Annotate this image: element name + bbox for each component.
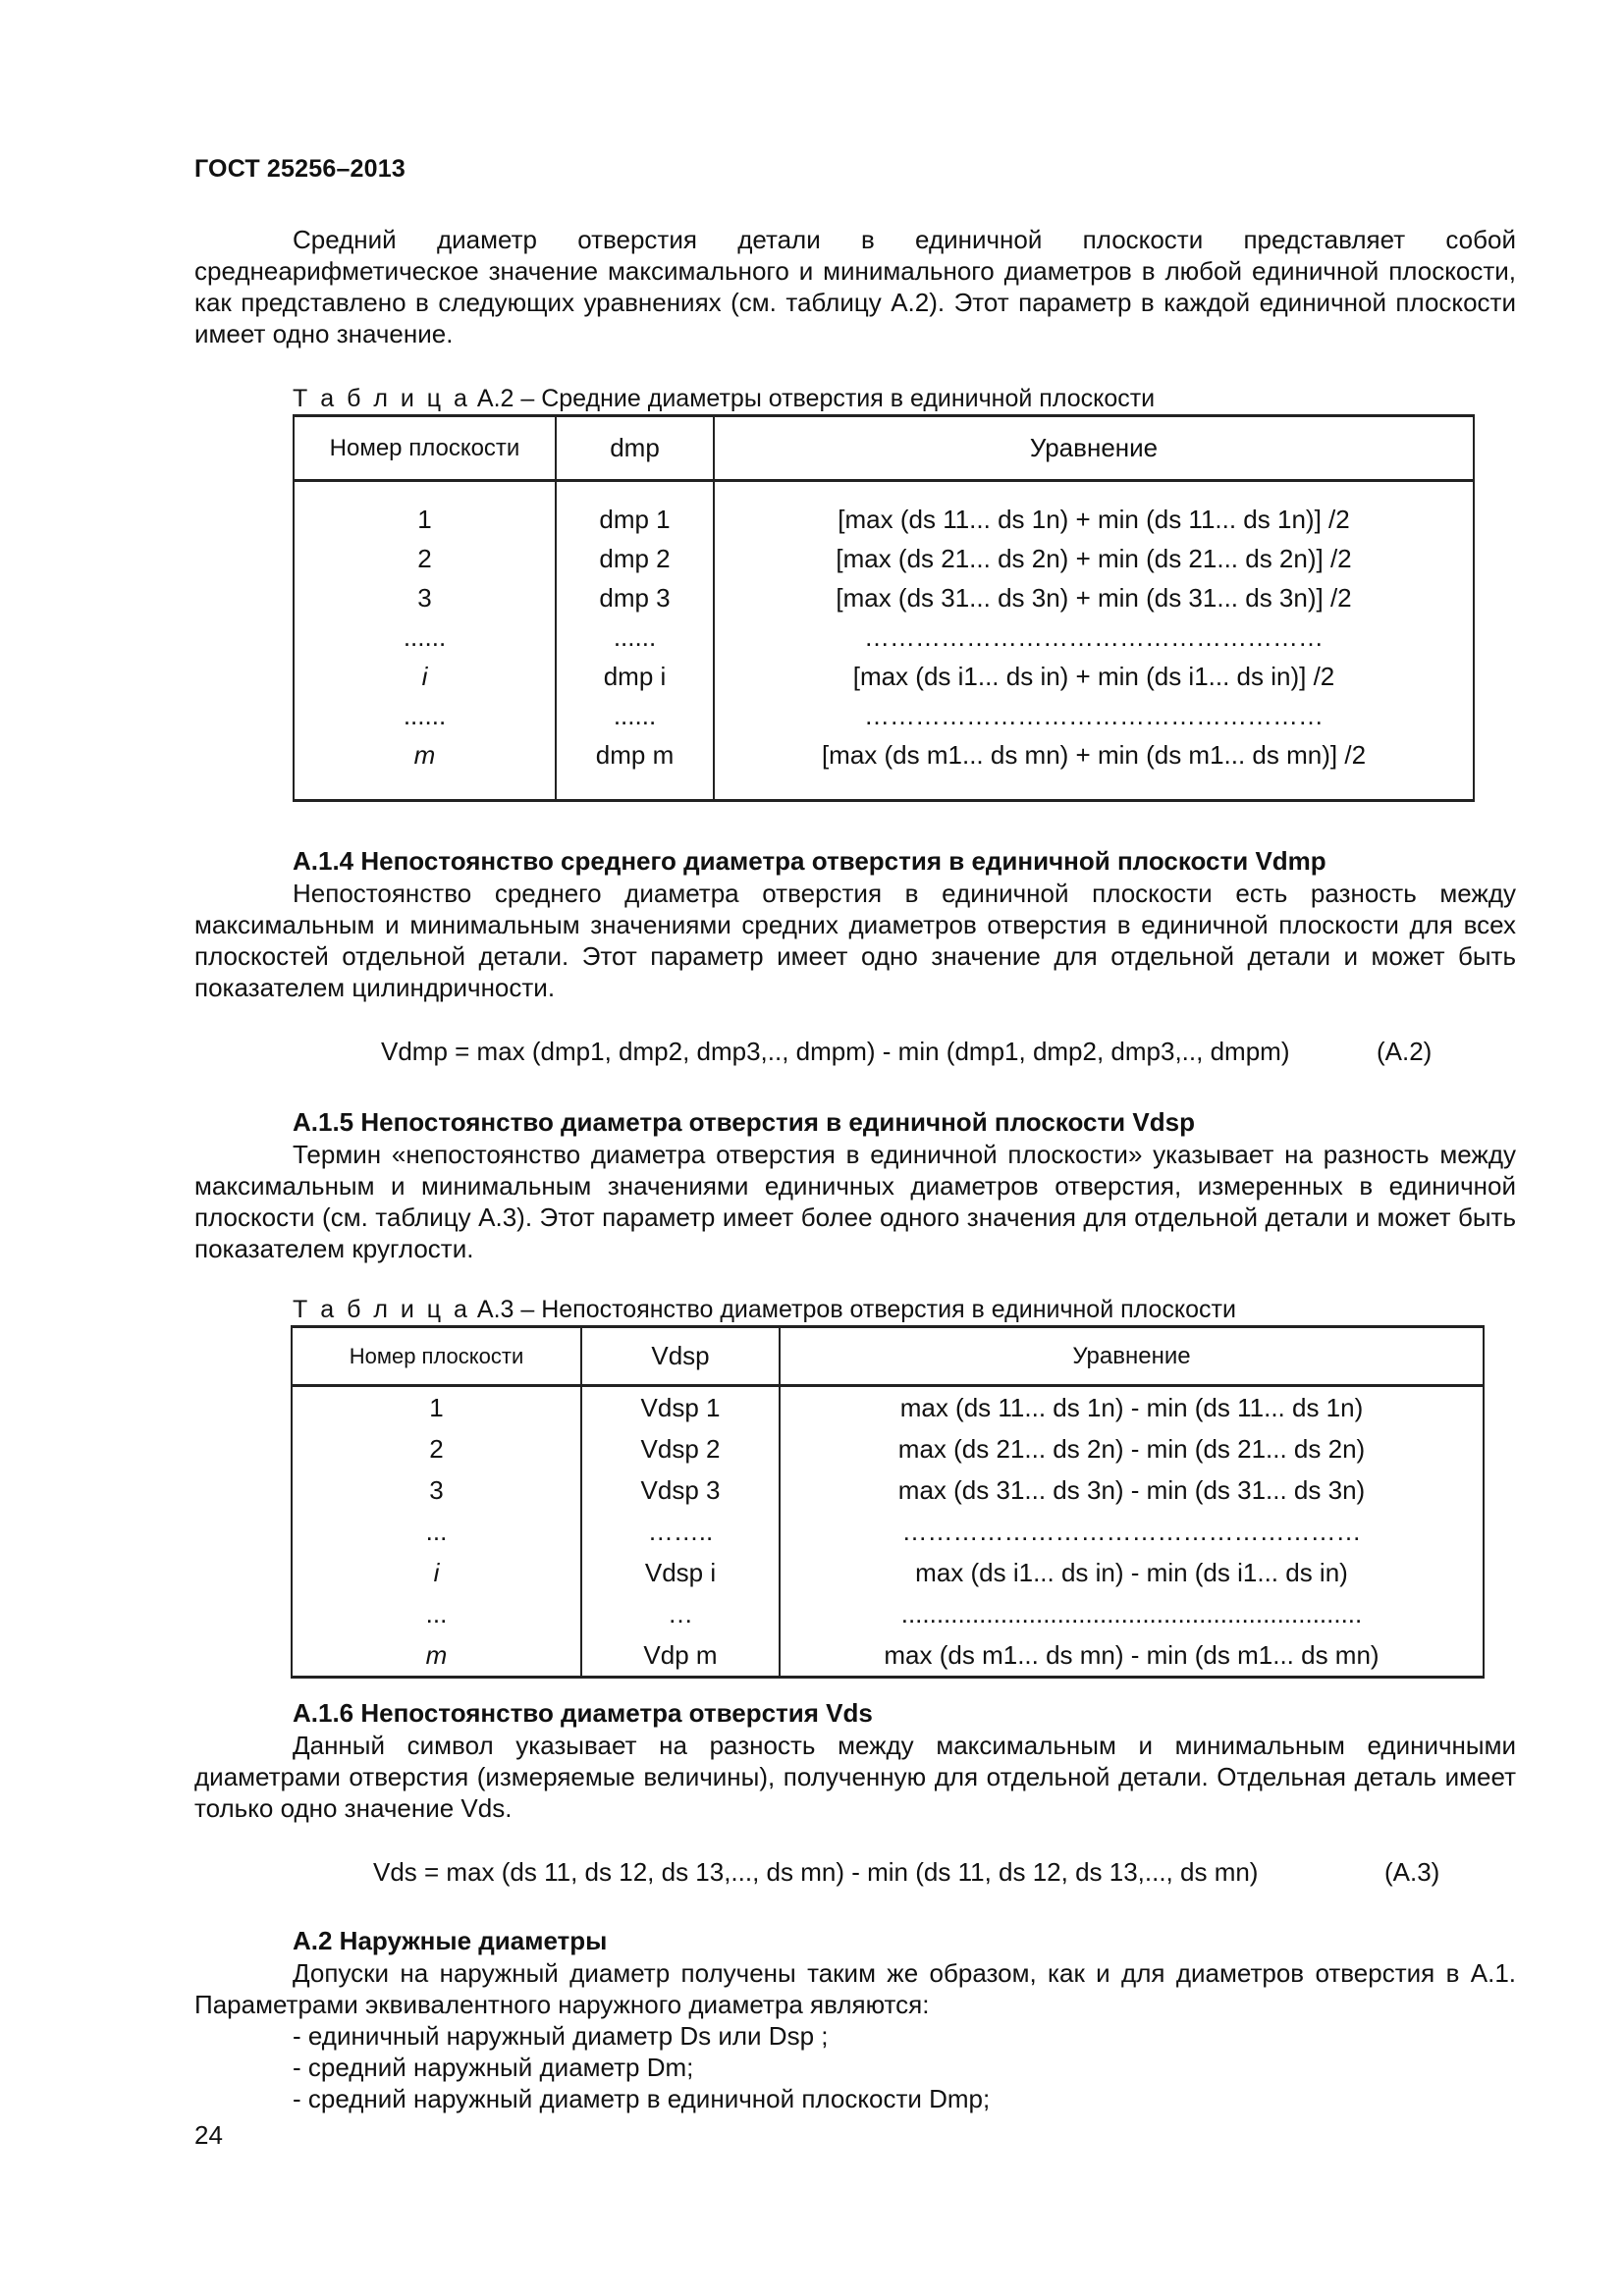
paragraph-mean-diameter xyxy=(194,224,1516,349)
table-row xyxy=(294,697,1474,736)
section-a2-text xyxy=(194,1957,1516,2114)
caption-prefix: Т а б л и ц а xyxy=(293,1296,470,1323)
table-a3 xyxy=(291,1325,1485,1679)
vdsp-value: Vdsp 3 xyxy=(581,1469,780,1511)
equation: max (ds 31... ds 3n) - min (ds 31... ds 3n) xyxy=(780,1469,1484,1511)
dmp-value: dmp m xyxy=(556,736,714,775)
table-a3-head-vdsp: Vdsp xyxy=(581,1327,780,1386)
equation: [max (ds m1... ds mn) + min (ds m1... ds mn)] /2 xyxy=(714,736,1474,775)
plane-number: 1 xyxy=(294,501,556,540)
caption-prefix: Т а б л и ц а xyxy=(293,385,470,412)
dmp-value: ...... xyxy=(556,618,714,658)
table-row xyxy=(292,1469,1484,1511)
plane-number: i xyxy=(294,658,556,697)
list-item: - средний наружный диаметр в единичной плоскости Dmp; xyxy=(293,2084,991,2113)
equation: max (ds 21... ds 2n) - min (ds 21... ds 2n) xyxy=(780,1428,1484,1469)
table-a2-head-equation: Уравнение xyxy=(714,416,1474,481)
plane-number: 3 xyxy=(294,579,556,618)
page-number: 24 xyxy=(194,2120,223,2150)
table-row xyxy=(292,1593,1484,1634)
plane-number: ... xyxy=(292,1593,581,1634)
vdsp-value: Vdsp 2 xyxy=(581,1428,780,1469)
plane-number: 2 xyxy=(292,1428,581,1469)
section-a15-heading: А.1.5 Непостоянство диаметра отверстия в единичной плоскости Vdsp xyxy=(293,1107,1195,1137)
equation: [max (ds 11... ds 1n) + min (ds 11... ds 1n)] /2 xyxy=(714,501,1474,540)
dmp-value: ...... xyxy=(556,697,714,736)
equation: [max (ds 21... ds 2n) + min (ds 21... ds 2n)] /2 xyxy=(714,540,1474,579)
dmp-value: dmp i xyxy=(556,658,714,697)
equation: [max (ds i1... ds in) + min (ds i1... ds in)] /2 xyxy=(714,658,1474,697)
formula-a3: Vds = max (ds 11, ds 12, ds 13,..., ds mn) - min (ds 11, ds 12, ds 13,..., ds mn) xyxy=(373,1857,1259,1887)
table-row xyxy=(294,540,1474,579)
vdsp-value: … xyxy=(581,1593,780,1634)
formula-a2: Vdmp = max (dmp1, dmp2, dmp3,.., dmpm) - min (dmp1, dmp2, dmp3,.., dmpm) xyxy=(381,1037,1290,1066)
dmp-value: dmp 1 xyxy=(556,501,714,540)
equation: max (ds i1... ds in) - min (ds i1... ds in) xyxy=(780,1552,1484,1593)
table-row xyxy=(294,736,1474,775)
vdsp-value: Vdsp 1 xyxy=(581,1386,780,1429)
plane-number: m xyxy=(294,736,556,775)
equation: ……………………………………………… xyxy=(780,1511,1484,1552)
plane-number: ...... xyxy=(294,618,556,658)
table-a2-head-plane: Номер плоскости xyxy=(294,416,556,481)
table-row xyxy=(294,618,1474,658)
caption-text: А.3 – Непостоянство диаметров отверстия в единичной плоскости xyxy=(476,1296,1236,1323)
table-row xyxy=(294,501,1474,540)
table-row xyxy=(292,1552,1484,1593)
table-row xyxy=(292,1634,1484,1678)
equation: max (ds 11... ds 1n) - min (ds 11... ds 1n) xyxy=(780,1386,1484,1429)
document-header: ГОСТ 25256–2013 xyxy=(194,155,406,183)
paragraph-text: Данный символ указывает на разность между максимальным и минимальным единичными диаметрами отверстия (измеряемые величины), полученную для отдельной детали. Отдельная деталь имеет только одно значение Vds. xyxy=(194,1731,1516,1823)
plane-number: 1 xyxy=(292,1386,581,1429)
section-a14-heading: А.1.4 Непостоянство среднего диаметра отверстия в единичной плоскости Vdmp xyxy=(293,846,1326,876)
table-a2-head-dmp: dmp xyxy=(556,416,714,481)
table-a3-caption xyxy=(293,1296,1236,1324)
equation: max (ds m1... ds mn) - min (ds m1... ds mn) xyxy=(780,1634,1484,1678)
table-row xyxy=(292,1386,1484,1429)
paragraph-text: Средний диаметр отверстия детали в единичной плоскости представляет собой среднеарифметическое значение максимального и минимального диаметров в любой единичной плоскости, как представлено в следующих уравнениях (см. таблицу А.2). Этот параметр в каждой единичной плоскости имеет одно значение. xyxy=(194,225,1516,348)
paragraph-text: Непостоянство среднего диаметра отверстия в единичной плоскости есть разность между максимальным и минимальным значениями средних диаметров отверстия в единичной плоскости для всех плоскостей отдельной детали. Этот параметр имеет одно значение для отдельной детали и может быть показателем цилиндричности. xyxy=(194,879,1516,1002)
section-a15-text xyxy=(194,1139,1516,1264)
plane-number: 2 xyxy=(294,540,556,579)
equation: ................................................................. xyxy=(780,1593,1484,1634)
plane-number: m xyxy=(292,1634,581,1678)
table-a2-caption xyxy=(293,385,1155,413)
section-a16-text xyxy=(194,1730,1516,1824)
paragraph-text: Термин «непостоянство диаметра отверстия в единичной плоскости» указывает на разность между максимальным и минимальным значениями единичных диаметров отверстия, измеренных в единичной плоскости (см. таблицу А.3). Этот параметр имеет более одного значения для отдельной детали и может быть показателем круглости. xyxy=(194,1140,1516,1263)
equation: [max (ds 31... ds 3n) + min (ds 31... ds 3n)] /2 xyxy=(714,579,1474,618)
section-a16-heading: А.1.6 Непостоянство диаметра отверстия Vds xyxy=(293,1698,873,1728)
caption-text: А.2 – Средние диаметры отверстия в единичной плоскости xyxy=(476,385,1156,412)
vdsp-value: Vdsp i xyxy=(581,1552,780,1593)
table-a3-head-equation: Уравнение xyxy=(780,1327,1484,1386)
formula-a2-number: (A.2) xyxy=(1377,1037,1433,1066)
dmp-value: dmp 2 xyxy=(556,540,714,579)
table-row xyxy=(292,1511,1484,1552)
section-a14-text xyxy=(194,878,1516,1003)
table-row xyxy=(294,658,1474,697)
table-a3-head-plane: Номер плоскости xyxy=(292,1327,581,1386)
plane-number: ... xyxy=(292,1511,581,1552)
plane-number: ...... xyxy=(294,697,556,736)
dmp-value: dmp 3 xyxy=(556,579,714,618)
vdsp-value: …….. xyxy=(581,1511,780,1552)
vdsp-value: Vdp m xyxy=(581,1634,780,1678)
table-row xyxy=(294,579,1474,618)
table-row xyxy=(292,1428,1484,1469)
list-item: - средний наружный диаметр Dm; xyxy=(293,2053,694,2082)
paragraph-text: Допуски на наружный диаметр получены таким же образом, как и для диаметров отверстия в А.1. Параметрами эквивалентного наружного диаметра являются: xyxy=(194,1958,1516,2019)
list-item: - единичный наружный диаметр Ds или Dsp ; xyxy=(293,2021,829,2051)
equation: ……………………………………………… xyxy=(714,697,1474,736)
section-a2-heading: А.2 Наружные диаметры xyxy=(293,1926,608,1955)
formula-a3-number: (A.3) xyxy=(1384,1857,1440,1887)
plane-number: i xyxy=(292,1552,581,1593)
equation: ……………………………………………… xyxy=(714,618,1474,658)
plane-number: 3 xyxy=(292,1469,581,1511)
table-a2 xyxy=(293,414,1475,802)
